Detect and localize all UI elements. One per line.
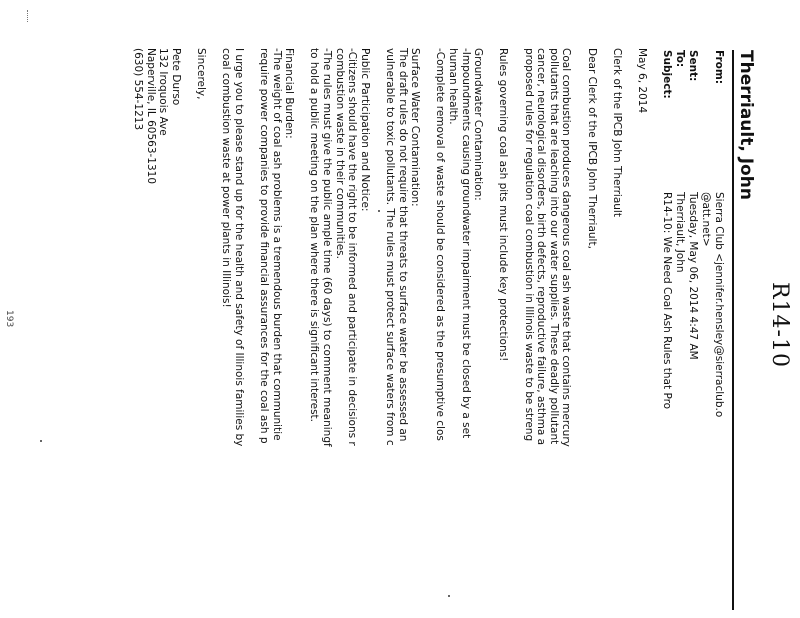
scan-speck [448,595,450,597]
docket-number: R14-10 [767,282,792,368]
scan-speck [40,440,42,442]
header-from-cont-value: @att.net> [700,192,712,247]
body-line: I urge you to please stand up for the health and safety of Illinois families by [232,48,245,447]
body-line: Public Participation and Notice: [358,48,371,212]
header-from-value: Sierra Club <jennifer.hensley@sierraclub.o [713,192,725,418]
body-line: require power companies to provide financial assurances for the coal ash p [258,48,270,444]
body-line: -Citizens should have the right to be informed and participate in decisions r [346,48,359,446]
body-line: Rules governing coal ash pits must include key protections! [497,48,510,362]
header-to-label: To: [674,50,686,68]
body-line: Groundwater Contamination: [472,48,485,201]
header-subject-label: Subject: [661,50,673,99]
header-sent-label: Sent: [687,50,699,82]
body-line: May 6, 2014 [636,48,648,114]
sender-name: Therriault, John [736,50,756,200]
body-line: coal combustion waste at power plants in Illinois! [220,48,233,308]
header-to-value: Therriault, John [674,192,686,273]
body-line: -The weight of coal ash problems is a tremendous burden that communitie [270,48,283,441]
body-line: pollutants that are leaching into our water supplies. These deadly pollutant [547,48,560,445]
scan-artifact [27,10,28,22]
body-line: The draft rules do not require that threats to surface water be assessed an [396,48,409,442]
body-line: Dear Clerk of the IPCB John Therriault, [585,48,598,249]
header-rule [732,50,734,610]
header-sent-value: Tuesday, May 06, 2014 4:47 AM [687,192,699,360]
body-line: cancer, neurological disorders, birth defects, reproductive failure, asthma a [535,48,548,446]
body-line: 132 Iroquois Ave [157,48,170,136]
body-line: proposed rules for regulation coal combustion in Illinois waste to be streng [522,48,535,442]
body-line: Naperville, IL 60563-1310 [144,48,157,185]
body-line: to hold a public meeting on the plan where there is significant interest. [308,48,321,423]
body-line: combustion waste in their communities. [333,48,346,259]
body-line: (630) 554-1213 [132,48,144,131]
body-line: Coal combustion produces dangerous coal ash waste that contains mercury [560,48,573,447]
scan-speck [378,210,380,212]
body-line: -Impoundments causing groundwater impairment must be closed by a set [459,48,472,439]
page-number: 193 [4,310,14,328]
body-line: human health. [447,48,459,125]
header-from-label: From: [713,50,725,85]
body-line: -Complete removal of waste should be considered as the presumptive clos [434,48,447,441]
body-line: Surface Water Contamination: [409,48,422,207]
body-line: vulnerable to toxic pollutants. The rules must protect surface waters from c [384,48,396,446]
body-line: -The rules must give the public ample time (60 days) to comment meaningf [321,48,333,447]
body-line: Financial Burden: [283,48,296,139]
header-subject-value: R14-10: We Need Coal Ash Rules that Pro [661,192,673,410]
body-line: Pete Durso [169,48,182,106]
body-line: Clerk of the IPCB John Therriault [610,48,623,217]
body-line: Sincerely, [195,48,207,100]
